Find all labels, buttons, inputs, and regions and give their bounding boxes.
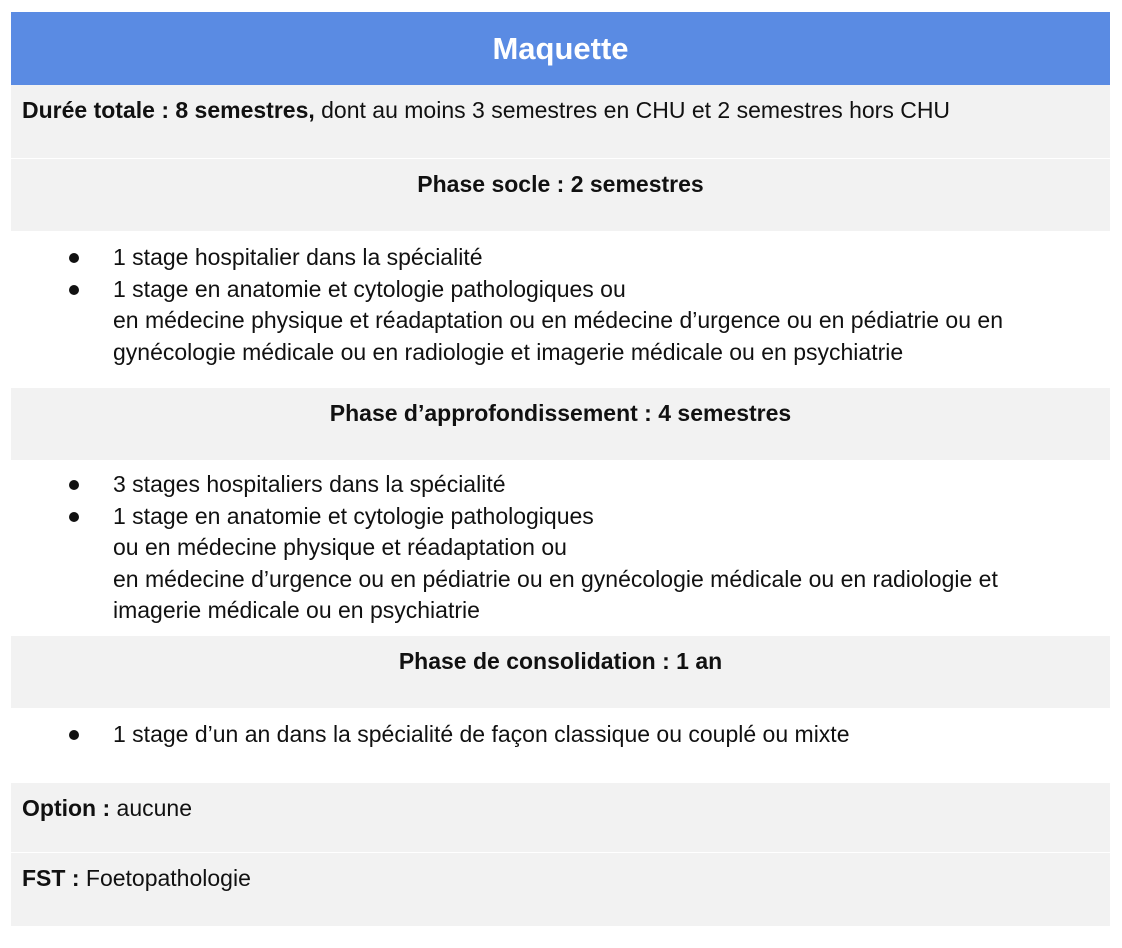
table-header — [11, 12, 1110, 85]
bullet-icon — [69, 480, 79, 490]
list-item: 1 stage d’un an dans la spécialité de façon classique ou couplé ou mixte — [11, 719, 1110, 751]
phase-appro-list — [11, 461, 1110, 636]
list-item: 1 stage en anatomie et cytologie pathologiques ou en médecine physique et réadaptation ou en médecine d’urgence ou en pédiatrie ou en gynécologie médicale ou en radiologie et imagerie médicale ou en psychiatrie — [11, 274, 1110, 369]
fst-value: Foetopathologie — [79, 865, 251, 891]
fst-label: FST : — [22, 865, 80, 891]
phase-socle-title: Phase socle : 2 semestres — [417, 171, 704, 197]
bullet-icon — [69, 730, 79, 740]
duree-text: dont au moins 3 semestres en CHU et 2 semestres hors CHU — [314, 97, 951, 123]
phase-socle-title-row — [11, 159, 1110, 232]
bullet-icon — [69, 253, 79, 263]
phase-conso-title: Phase de consolidation : 1 an — [398, 648, 723, 674]
list-item: 1 stage en anatomie et cytologie pathologiques ou en médecine physique et réadaptation ou en médecine d’urgence ou en pédiatrie ou en gynécologie médicale ou en radiologie et imagerie médicale ou en psychiatrie — [11, 501, 1110, 627]
option-row — [11, 783, 1110, 853]
maquette-table — [11, 12, 1110, 927]
phase-appro-title-row — [11, 388, 1110, 461]
phase-socle-list — [11, 232, 1110, 388]
bullet-icon — [69, 512, 79, 522]
phase-conso-title-row — [11, 636, 1110, 709]
list-item: 3 stages hospitaliers dans la spécialité — [11, 469, 1110, 501]
list-item: 1 stage hospitalier dans la spécialité — [11, 242, 1110, 274]
phase-conso-list — [11, 709, 1110, 783]
header-title: Maquette — [492, 30, 629, 66]
phase-appro-title: Phase d’approfondissement : 4 semestres — [329, 400, 792, 426]
fst-row — [11, 853, 1110, 927]
bullet-icon — [69, 285, 79, 295]
option-value: aucune — [110, 795, 192, 821]
option-label: Option : — [22, 795, 111, 821]
duree-label: Durée totale : 8 semestres, — [22, 97, 315, 123]
duree-row — [11, 85, 1110, 159]
